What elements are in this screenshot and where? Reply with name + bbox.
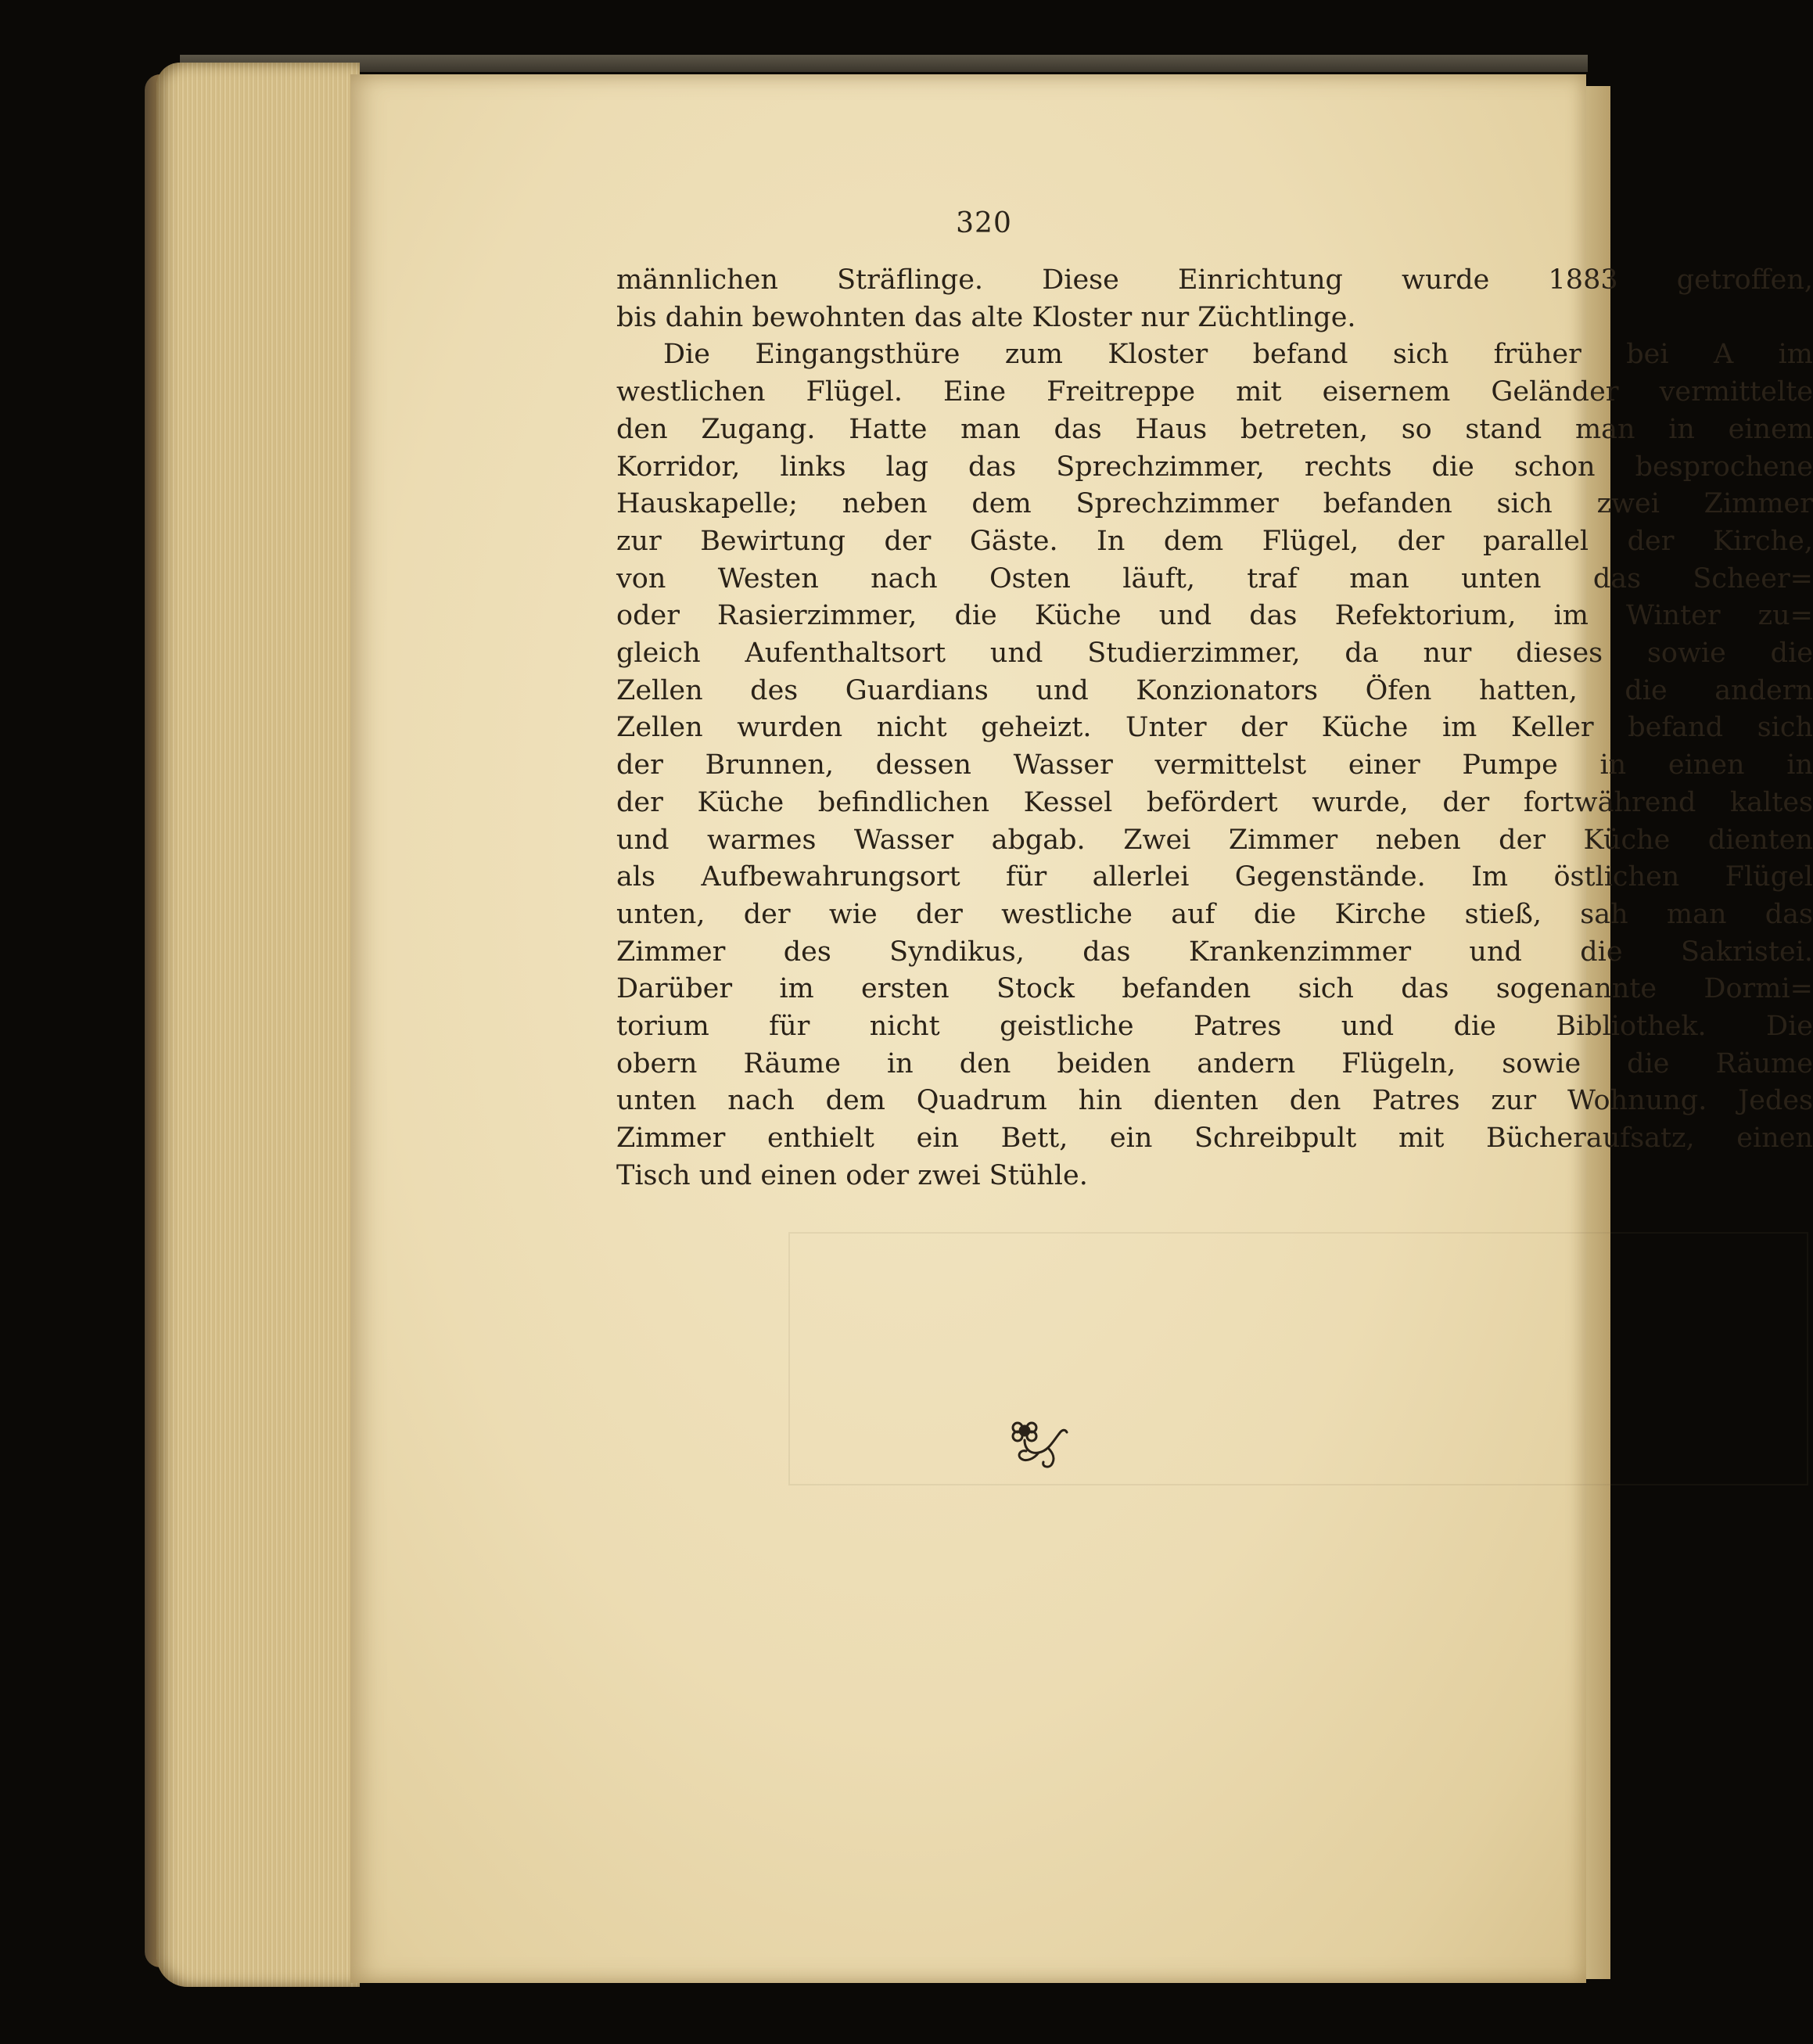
text-line: obern Räume in den beiden andern Flügeln, sowie die Räume — [616, 1047, 1813, 1079]
text-line: gleich Aufenthaltsort und Studierzimmer, da nur dieses sowie die — [616, 638, 1813, 670]
text-line: westlichen Flügel. Eine Freitreppe mit eisernem Geländer vermittelte — [616, 376, 1813, 408]
page-number: 320 — [956, 207, 1012, 239]
floral-tailpiece-icon — [1007, 1418, 1070, 1473]
text-line: unten nach dem Quadrum hin dienten den Patres zur Wohnung. Jedes — [616, 1085, 1813, 1117]
text-line: Zellen wurden nicht geheizt. Unter der Küche im Keller befand sich — [616, 712, 1813, 744]
body-text — [616, 262, 1813, 1195]
text-line: Zimmer enthielt ein Bett, ein Schreibpult mit Bücheraufsatz, einen — [616, 1123, 1813, 1155]
text-line: unten, der wie der westliche auf die Kirche stieß, sah man das — [616, 898, 1813, 930]
text-line: Korridor, links lag das Sprechzimmer, rechts die schon besprochene — [616, 451, 1813, 483]
text-line: Zimmer des Syndikus, das Krankenzimmer und die Sakristei. — [616, 936, 1813, 968]
text-line: der Küche befindlichen Kessel befördert wurde, der fortwährend kaltes — [616, 786, 1813, 818]
bleed-through-table — [788, 1232, 1808, 1485]
text-line: und warmes Wasser abgab. Zwei Zimmer neben der Küche dienten — [616, 824, 1813, 856]
text-line: oder Rasierzimmer, die Küche und das Refektorium, im Winter zu= — [616, 600, 1813, 632]
text-line: von Westen nach Osten läuft, traf man unten das Scheer= — [616, 562, 1813, 595]
text-line: den Zugang. Hatte man das Haus betreten, so stand man in einem — [616, 413, 1813, 445]
text-line: torium für nicht geistliche Patres und die Bibliothek. Die — [616, 1011, 1813, 1043]
text-line: Die Eingangsthüre zum Kloster befand sich früher bei A im — [663, 339, 1813, 371]
book-cover-top — [180, 55, 1588, 72]
text-line: zur Bewirtung der Gäste. In dem Flügel, der parallel der Kirche, — [616, 525, 1813, 557]
text-line: Darüber im ersten Stock befanden sich das sogenannte Dormi= — [616, 973, 1813, 1005]
text-line: Zellen des Guardians und Konzionators Öfen hatten, die andern — [616, 674, 1813, 706]
text-line: Tisch und einen oder zwei Stühle. — [616, 1159, 1088, 1191]
text-line: männlichen Sträflinge. Diese Einrichtung wurde 1883 getroffen, — [616, 264, 1813, 296]
text-line: der Brunnen, dessen Wasser vermittelst einer Pumpe in einen in — [616, 749, 1813, 781]
text-line: Hauskapelle; neben dem Sprechzimmer befanden sich zwei Zimmer — [616, 488, 1813, 520]
text-line: als Aufbewahrungsort für allerlei Gegenstände. Im östlichen Flügel — [616, 861, 1813, 893]
page-edges — [156, 63, 360, 1987]
text-line: bis dahin bewohnten das alte Kloster nur Züchtlinge. — [616, 301, 1356, 333]
book-page — [350, 74, 1813, 1983]
